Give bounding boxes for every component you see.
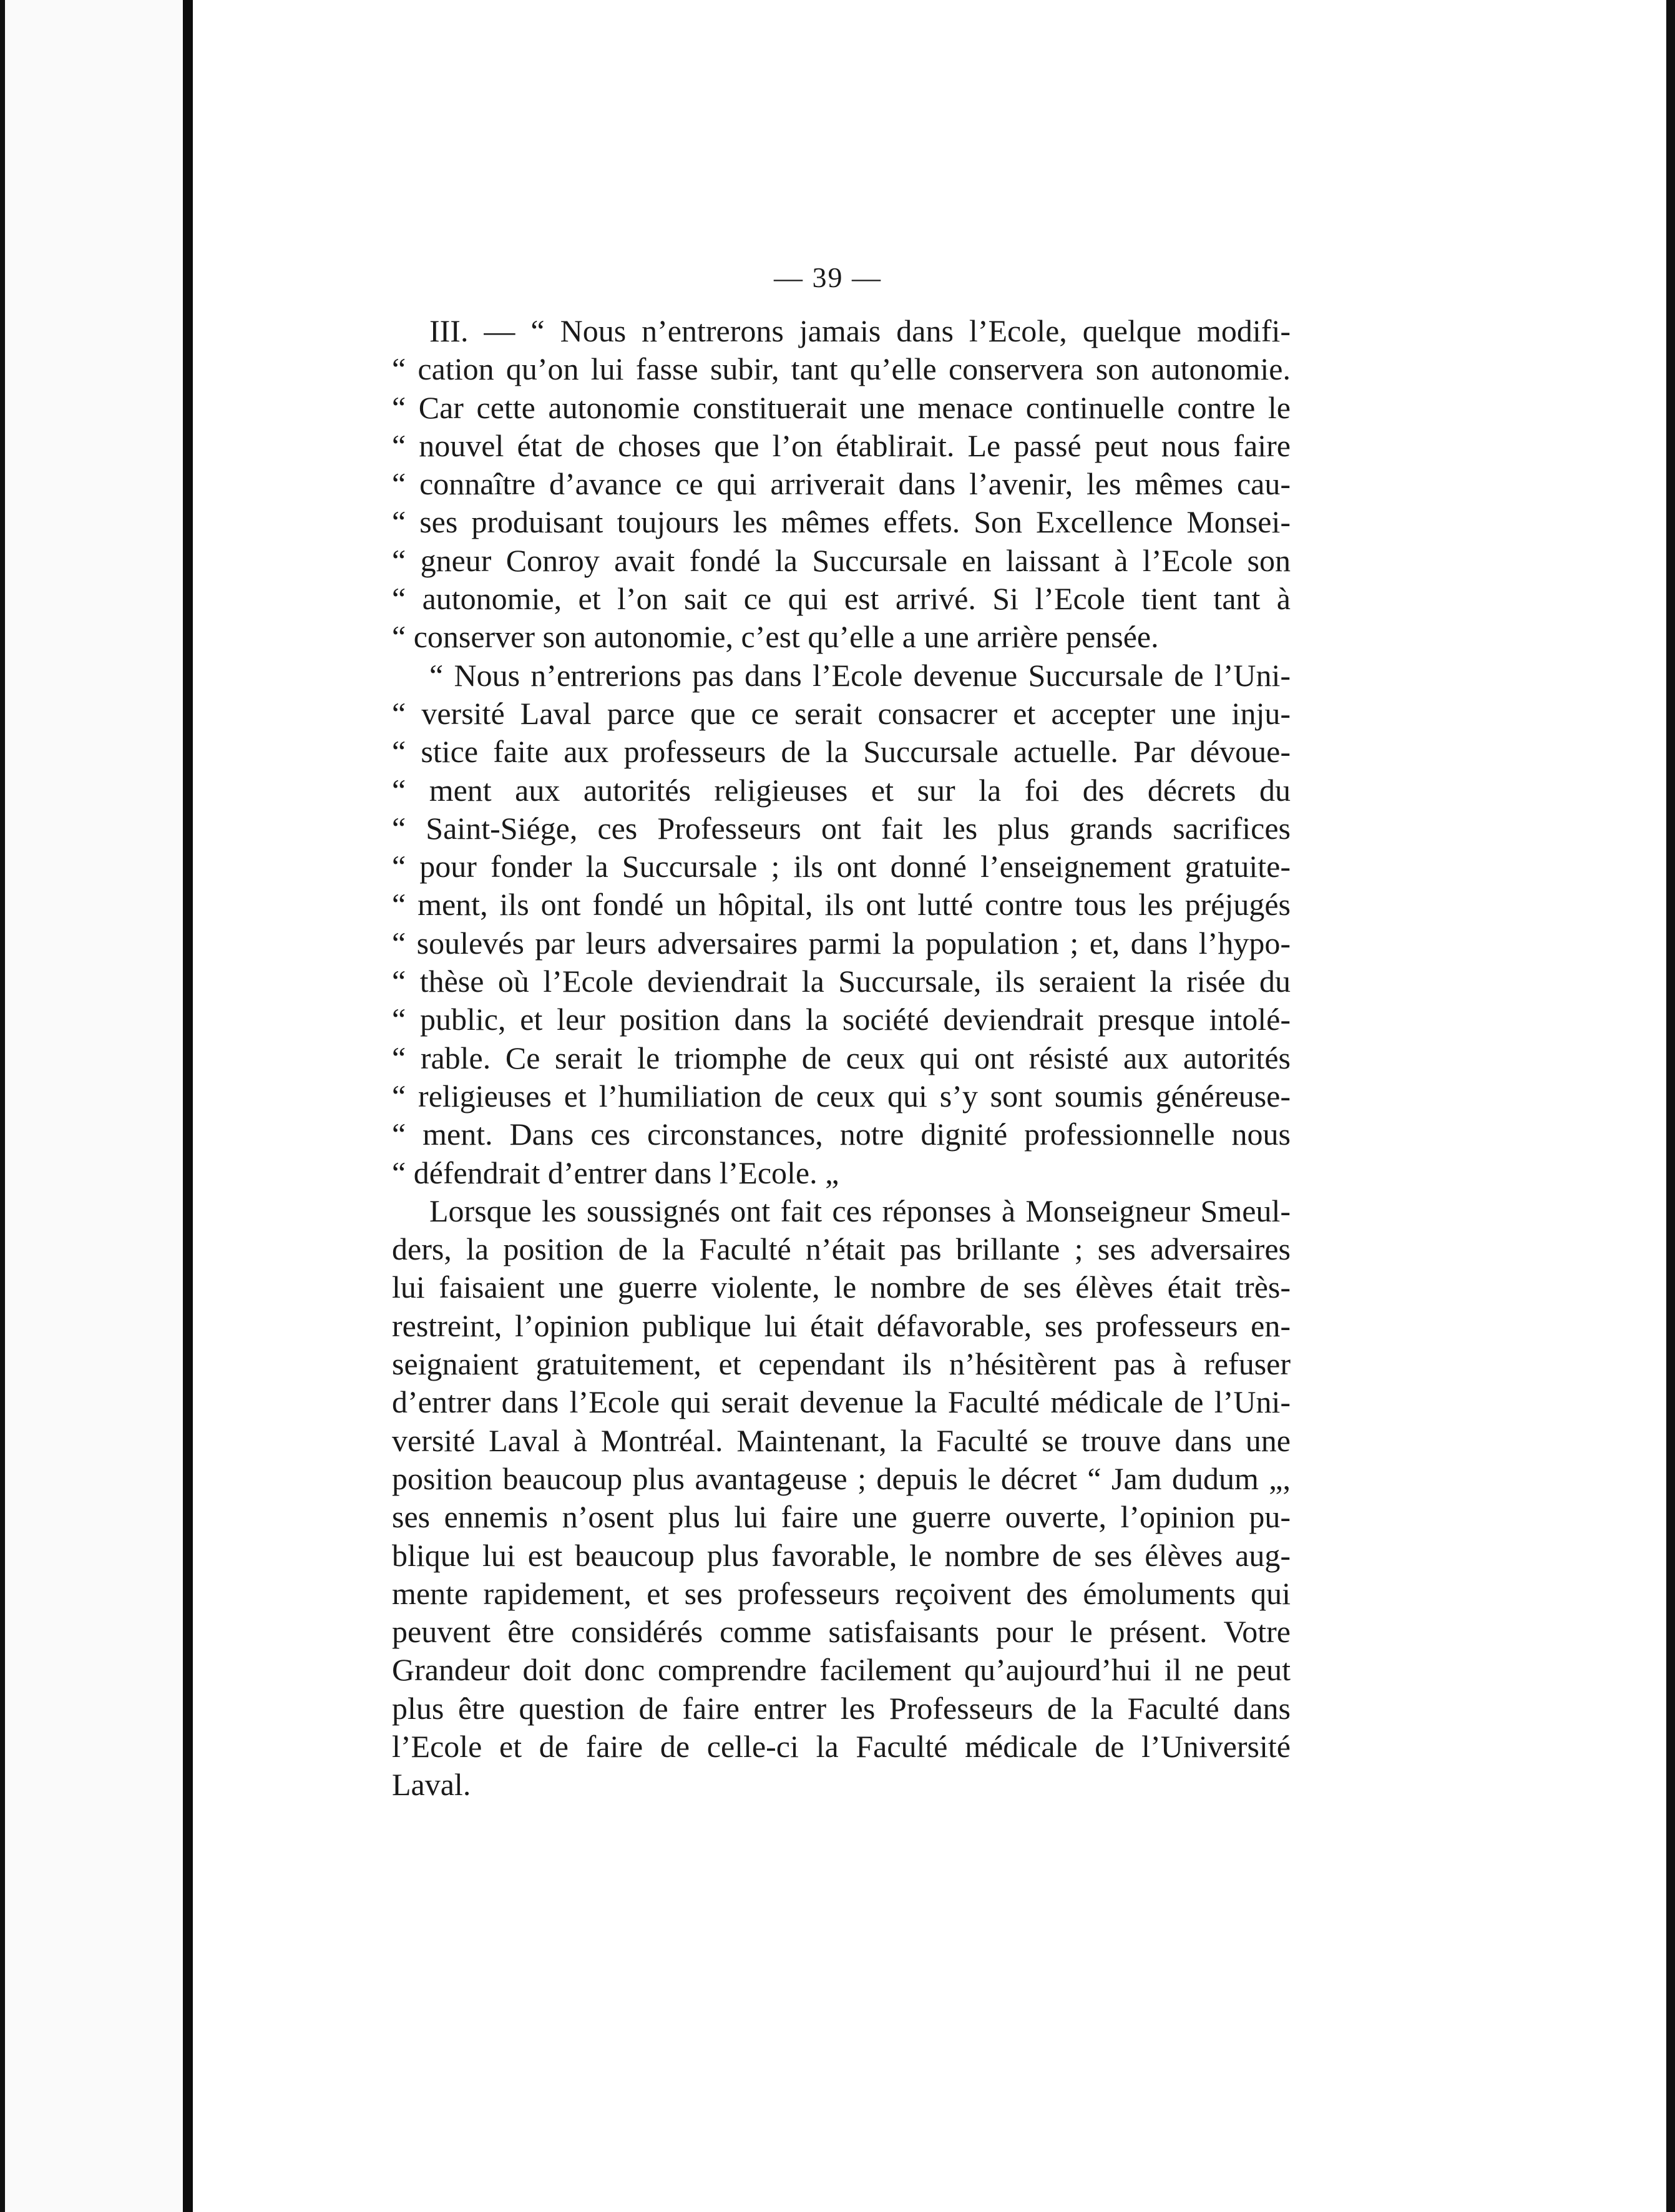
- text-line-content: “ public, et leur position dans la société deviendrait presque intolé-: [392, 1002, 1291, 1037]
- text-line: [392, 1268, 1291, 1306]
- text-line-content: “ Car cette autonomie constituerait une menace continuelle contre le: [392, 389, 1291, 425]
- text-line-content: “ cation qu’on lui fasse subir, tant qu’elle conservera son autonomie.: [392, 351, 1291, 387]
- text-line-content: mente rapidement, et ses professeurs reçoivent des émoluments qui: [392, 1575, 1291, 1611]
- text-line: [392, 1039, 1291, 1077]
- text-line: [392, 580, 1291, 618]
- text-line-content: seignaient gratuitement, et cependant ils n’hésitèrent pas à refuser: [392, 1346, 1291, 1382]
- text-line: [392, 962, 1291, 1001]
- scan-edge-left: [0, 0, 5, 2212]
- text-line-content: “ religieuses et l’humiliation de ceux qui s’y sont soumis généreuse-: [392, 1078, 1291, 1113]
- text-line-content: “ ment, ils ont fondé un hôpital, ils ont lutté contre tous les préjugés: [392, 887, 1291, 922]
- text-line: [392, 427, 1291, 465]
- book-gutter: [183, 0, 193, 2212]
- text-line-content: “ ment aux autorités religieuses et sur la foi des décrets du: [392, 772, 1291, 808]
- text-line: [392, 312, 1291, 350]
- text-line: [392, 1613, 1291, 1651]
- facing-page-margin: [5, 0, 183, 2212]
- text-line: [392, 1230, 1291, 1268]
- text-line: [392, 1498, 1291, 1536]
- text-line: [392, 1307, 1291, 1345]
- text-line-content: “ connaître d’avance ce qui arriverait dans l’avenir, les mêmes cau-: [392, 466, 1291, 502]
- text-line-content: peuvent être considérés comme satisfaisants pour le présent. Votre: [392, 1614, 1291, 1650]
- text-line: [392, 1345, 1291, 1383]
- text-line: [392, 503, 1291, 541]
- text-line-content: plus être question de faire entrer les Professeurs de la Faculté dans: [392, 1690, 1291, 1726]
- text-line: [392, 1001, 1291, 1039]
- text-line-content: versité Laval à Montréal. Maintenant, la Faculté se trouve dans une: [392, 1422, 1291, 1458]
- text-line-content: ders, la position de la Faculté n’était pas brillante ; ses adversaires: [392, 1231, 1291, 1267]
- text-line: [392, 1077, 1291, 1115]
- text-line: [392, 1690, 1291, 1728]
- text-line: [392, 542, 1291, 580]
- text-line: [392, 465, 1291, 503]
- text-line: [392, 1651, 1291, 1689]
- text-line: [392, 810, 1291, 848]
- text-line: [392, 1115, 1291, 1153]
- text-line-content: “ Saint-Siége, ces Professeurs ont fait les plus grands sacrifices: [392, 810, 1291, 846]
- text-line: [392, 886, 1291, 924]
- text-line-content: “ soulevés par leurs adversaires parmi la population ; et, dans l’hypo-: [392, 925, 1291, 961]
- text-line-content: d’entrer dans l’Ecole qui serait devenue la Faculté médicale de l’Uni-: [392, 1384, 1291, 1420]
- text-line-content: “ défendrait d’entrer dans l’Ecole. „: [392, 1155, 839, 1190]
- text-line-content: Laval.: [392, 1767, 471, 1803]
- text-line: [392, 389, 1291, 427]
- text-line: [392, 618, 1291, 656]
- text-line-content: “ rable. Ce serait le triomphe de ceux qui ont résisté aux autorités: [392, 1040, 1291, 1075]
- text-line: [392, 1575, 1291, 1613]
- text-line: [392, 1422, 1291, 1460]
- text-line-content: Lorsque les soussignés ont fait ces réponses à Monseigneur Smeul-: [429, 1193, 1291, 1228]
- text-line-content: position beaucoup plus avantageuse ; depuis le décret “ Jam dudum „,: [392, 1461, 1291, 1496]
- text-line: [392, 1537, 1291, 1575]
- text-line-content: “ pour fonder la Succursale ; ils ont donné l’enseignement gratuite-: [392, 849, 1291, 884]
- text-line-content: “ conserver son autonomie, c’est qu’elle a une arrière pensée.: [392, 619, 1159, 655]
- text-line: [392, 1154, 1291, 1192]
- text-line-content: restreint, l’opinion publique lui était défavorable, ses professeurs en-: [392, 1308, 1291, 1343]
- text-line: [392, 350, 1291, 388]
- text-line-content: “ thèse où l’Ecole deviendrait la Succursale, ils seraient la risée du: [392, 964, 1291, 999]
- text-line: [392, 771, 1291, 810]
- text-line: [392, 733, 1291, 771]
- text-line-content: “ ment. Dans ces circonstances, notre dignité professionnelle nous: [392, 1117, 1291, 1152]
- text-line-content: “ ses produisant toujours les mêmes effets. Son Excellence Monsei-: [392, 504, 1291, 540]
- body-text: [392, 312, 1291, 1804]
- text-line: [392, 1460, 1291, 1498]
- scan-edge-right: [1666, 0, 1675, 2212]
- text-line: [392, 848, 1291, 886]
- page-number: — 39 —: [774, 262, 882, 293]
- text-line: [392, 1192, 1291, 1230]
- text-line-content: “ Nous n’entrerions pas dans l’Ecole devenue Succursale de l’Uni-: [429, 657, 1291, 693]
- text-line: [392, 1766, 1291, 1804]
- text-line-content: “ gneur Conroy avait fondé la Succursale en laissant à l’Ecole son: [392, 542, 1291, 578]
- text-line: [392, 924, 1291, 962]
- text-line-content: Grandeur doit donc comprendre facilement qu’aujourd’hui il ne peut: [392, 1652, 1291, 1688]
- text-line: [392, 695, 1291, 733]
- text-line-content: “ stice faite aux professeurs de la Succursale actuelle. Par dévoue-: [392, 734, 1291, 770]
- text-line-content: “ versité Laval parce que ce serait consacrer et accepter une inju-: [392, 695, 1291, 731]
- text-line-content: lui faisaient une guerre violente, le nombre de ses élèves était très-: [392, 1270, 1291, 1305]
- text-line-content: blique lui est beaucoup plus favorable, le nombre de ses élèves aug-: [392, 1537, 1291, 1573]
- text-line: [392, 1383, 1291, 1421]
- text-line: [392, 1728, 1291, 1766]
- text-line: [392, 657, 1291, 695]
- text-line-content: III. — “ Nous n’entrerons jamais dans l’Ecole, quelque modifi-: [429, 313, 1291, 348]
- text-line-content: “ nouvel état de choses que l’on établirait. Le passé peut nous faire: [392, 428, 1291, 463]
- text-line-content: ses ennemis n’osent plus lui faire une guerre ouverte, l’opinion pu-: [392, 1499, 1291, 1535]
- text-line-content: “ autonomie, et l’on sait ce qui est arrivé. Si l’Ecole tient tant à: [392, 581, 1291, 617]
- text-line-content: l’Ecole et de faire de celle-ci la Faculté médicale de l’Université: [392, 1728, 1291, 1764]
